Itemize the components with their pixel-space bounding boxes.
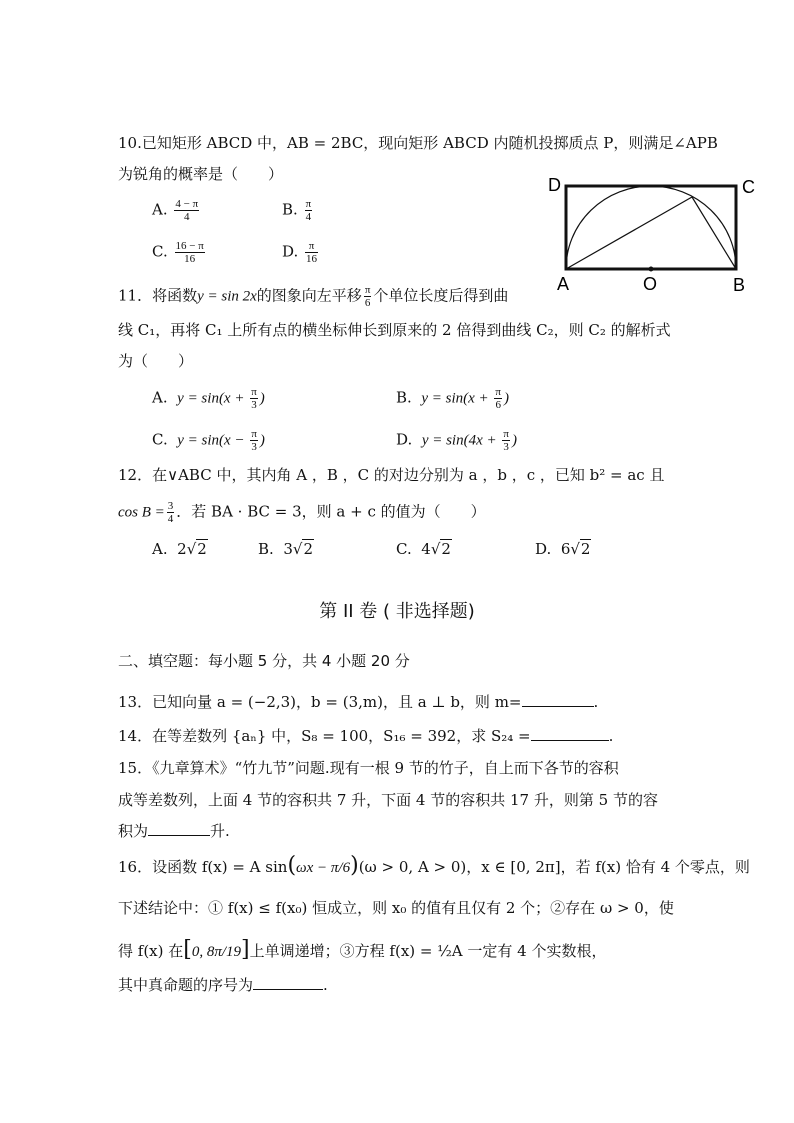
option-label: A. — [152, 200, 168, 219]
fraction: $\frac{\pi}{6}$ — [364, 284, 371, 309]
function-expression: y = sin 2x — [197, 288, 257, 305]
q11-option-c: C. y = sin(x − $\frac{\pi}{3}$ ) — [152, 428, 265, 453]
section-title: 第 II 卷 ( 非选择题) — [319, 601, 475, 622]
q12-option-d: D. 6√2 — [535, 540, 591, 558]
q12-option-b: B. 3√2 — [258, 540, 313, 558]
option-label: C. — [152, 242, 168, 261]
q11-line1: 11．将函数y = sin 2x的图象向左平移 $\frac{\pi}{6}$ 个单位长度后得到曲 — [118, 284, 509, 309]
q10-option-a — [152, 198, 201, 223]
label-c: C — [742, 177, 755, 197]
q11-option-b: B. y = sin(x + $\frac{\pi}{6}$ ) — [396, 386, 509, 411]
fraction: $\frac{4 - \pi}{4}$ — [175, 198, 199, 223]
option-label: D. — [282, 242, 299, 261]
answer-blank[interactable] — [253, 975, 323, 990]
label-d: D — [548, 175, 561, 195]
q11-line3: 为（ ） — [118, 352, 194, 370]
fraction: $\frac{\pi}{4}$ — [305, 198, 312, 223]
q10-option-d — [282, 240, 320, 265]
label-a: A — [557, 274, 570, 294]
q16-line3: 得 f(x) 在[0, 8π/19]上单调递增；③方程 f(x) = ½A 一定有 4 个实数根， — [118, 937, 607, 962]
q10-option-b — [282, 198, 314, 223]
label-o: O — [643, 274, 658, 294]
q14-line: 14．在等差数列 {aₙ} 中，S₈ = 100，S₁₆ = 392，求 S₂₄ = . — [118, 727, 614, 745]
center-point-o — [649, 267, 654, 272]
answer-blank[interactable] — [531, 726, 609, 741]
rectangle-semicircle-figure — [540, 170, 770, 300]
segment-pb — [692, 197, 736, 269]
q16-line1: 16．设函数 f(x) = A sin(ωx − π/6)(ω > 0, A > 0)，x ∈ [0, 2π]，若 f(x) 恰有 4 个零点，则 — [118, 853, 750, 878]
segment-ap — [566, 197, 692, 269]
q12-option-a: A. 2√2 — [152, 540, 207, 558]
fraction: $\frac{16 - \pi}{16}$ — [175, 240, 204, 265]
q16-line2: 下述结论中：① f(x) ≤ f(x₀) 恒成立，则 x₀ 的值有且仅有 2 个；②存在 ω > 0，使 — [118, 899, 674, 917]
option-label: B. — [282, 200, 298, 219]
part2-heading: 二、填空题：每小题 5 分，共 4 小题 20 分 — [118, 652, 410, 670]
q16-line4: 其中真命题的序号为 . — [118, 976, 328, 994]
q11-option-a: A. y = sin(x + $\frac{\pi}{3}$ ) — [152, 386, 265, 411]
q12-line1: 12．在∨ABC 中，其内角 A ，B ，C 的对边分别为 a ，b ，c ，已知 b² = ac 且 — [118, 466, 665, 484]
q15-line3: 积为 升. — [118, 822, 230, 840]
q10-line1: 10.已知矩形 ABCD 中，AB = 2BC，现向矩形 ABCD 内随机投掷质点 P，则满足∠APB — [118, 134, 718, 152]
answer-blank[interactable] — [148, 821, 210, 836]
answer-blank[interactable] — [522, 692, 594, 707]
q15-line2: 成等差数列，上面 4 节的容积共 7 升，下面 4 节的容积共 17 升，则第 5 节的容 — [118, 791, 658, 809]
label-b: B — [733, 275, 746, 295]
q11-line2: 线 C₁，再将 C₁ 上所有点的横坐标伸长到原来的 2 倍得到曲线 C₂，则 C₂ 的解析式 — [118, 321, 671, 339]
q10-line2: 为锐角的概率是（ ） — [118, 165, 284, 183]
q12-line2: cos B = $\frac{3}{4}$ ．若 BA · BC = 3，则 a + c 的值为（ ） — [118, 500, 486, 525]
q10-option-c — [152, 240, 207, 265]
q12-option-c: C. 4√2 — [396, 540, 451, 558]
q15-line1: 15．《九章算术》“竹九节”问题.现有一根 9 节的竹子，自上而下各节的容积 — [118, 759, 619, 777]
fraction: $\frac{\pi}{16}$ — [306, 240, 318, 265]
q11-option-d: D. y = sin(4x + $\frac{\pi}{3}$ ) — [396, 428, 517, 453]
q13-line: 13．已知向量 a = (−2,3)，b = (3,m)，且 a ⊥ b，则 m= . — [118, 693, 599, 711]
